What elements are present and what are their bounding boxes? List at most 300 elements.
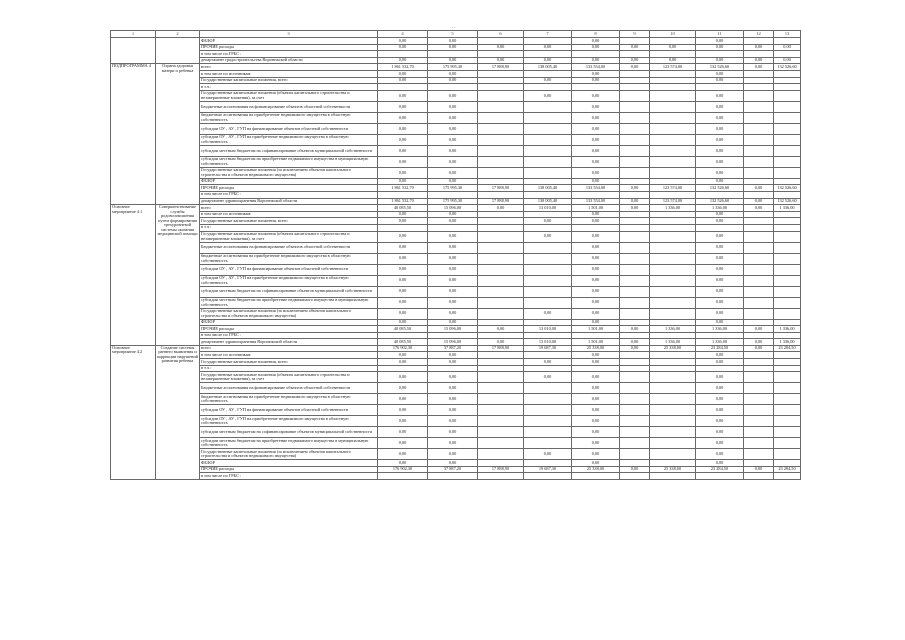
amount-cell bbox=[650, 449, 696, 460]
amount-cell bbox=[774, 218, 801, 225]
amount-cell bbox=[478, 438, 524, 449]
amount-cell: 0,00 bbox=[428, 264, 478, 275]
amount-cell: 0,00 bbox=[696, 286, 744, 297]
funding-source-label: Бюджетные ассигнования на финансирование объектов областной собственности bbox=[200, 101, 378, 112]
amount-cell: 25 338,00 bbox=[650, 466, 696, 473]
amount-cell: 0,00 bbox=[696, 242, 744, 253]
column-number-4: 4 bbox=[378, 31, 428, 38]
amount-cell bbox=[428, 365, 478, 372]
amount-cell bbox=[620, 70, 650, 77]
amount-cell bbox=[744, 211, 774, 218]
amount-cell bbox=[744, 167, 774, 178]
amount-cell bbox=[744, 101, 774, 112]
table-row bbox=[111, 339, 801, 346]
amount-cell: 0,00 bbox=[696, 438, 744, 449]
amount-cell bbox=[620, 191, 650, 198]
amount-cell bbox=[620, 231, 650, 242]
amount-cell bbox=[650, 460, 696, 467]
amount-cell: 0,00 bbox=[696, 308, 744, 319]
table-row bbox=[111, 352, 801, 359]
table-row bbox=[111, 473, 801, 480]
amount-cell bbox=[744, 112, 774, 123]
amount-cell bbox=[524, 211, 572, 218]
amount-cell: 0,00 bbox=[572, 145, 620, 156]
amount-cell bbox=[620, 211, 650, 218]
table-row bbox=[111, 70, 801, 77]
column-number-1: 1 bbox=[111, 31, 156, 38]
table-row bbox=[111, 297, 801, 308]
table-row bbox=[111, 405, 801, 416]
amount-cell bbox=[774, 145, 801, 156]
table-row bbox=[111, 90, 801, 101]
amount-cell bbox=[524, 167, 572, 178]
amount-cell bbox=[744, 77, 774, 84]
funding-source-label: Бюджетные ассигнования на финансирование объектов областной собственности bbox=[200, 383, 378, 394]
amount-cell bbox=[378, 473, 428, 480]
amount-cell: 0,00 bbox=[572, 449, 620, 460]
amount-cell: 123 574,00 bbox=[650, 185, 696, 192]
table-row bbox=[111, 231, 801, 242]
amount-cell bbox=[620, 460, 650, 467]
amount-cell: 0,00 bbox=[572, 253, 620, 264]
amount-cell bbox=[478, 84, 524, 91]
amount-cell bbox=[744, 427, 774, 438]
amount-cell: 0,00 bbox=[696, 460, 744, 467]
amount-cell: 0,00 bbox=[428, 211, 478, 218]
amount-cell bbox=[744, 438, 774, 449]
amount-cell bbox=[478, 242, 524, 253]
amount-cell: 0,00 bbox=[696, 253, 744, 264]
funding-source-label: в т.ч.: bbox=[200, 365, 378, 372]
amount-cell: 0,00 bbox=[378, 242, 428, 253]
funding-source-label: бюджетные ассигнования на приобретение недвижимого имущества в областную собственность bbox=[200, 112, 378, 123]
amount-cell bbox=[478, 231, 524, 242]
amount-cell: 0,00 bbox=[620, 44, 650, 51]
amount-cell: 0,00 bbox=[572, 416, 620, 427]
column-number-11: 11 bbox=[696, 31, 744, 38]
amount-cell bbox=[524, 383, 572, 394]
amount-cell: 0,00 bbox=[428, 57, 478, 64]
amount-cell bbox=[744, 359, 774, 366]
funding-source-label: в том числе по ГРБС : bbox=[200, 51, 378, 58]
amount-cell bbox=[478, 427, 524, 438]
amount-cell bbox=[744, 473, 774, 480]
funding-source-label: всего bbox=[200, 64, 378, 71]
amount-cell bbox=[774, 359, 801, 366]
amount-cell bbox=[620, 112, 650, 123]
amount-cell: 0,00 bbox=[696, 145, 744, 156]
amount-cell bbox=[478, 332, 524, 339]
amount-cell: 0,00 bbox=[478, 205, 524, 212]
funding-source-label: департамент здравоохранения Воронежской области bbox=[200, 198, 378, 205]
amount-cell bbox=[524, 332, 572, 339]
table-row bbox=[111, 156, 801, 167]
amount-cell bbox=[478, 224, 524, 231]
table-row bbox=[111, 167, 801, 178]
table-row bbox=[111, 84, 801, 91]
funding-source-label: ПРОЧИЕ расходы bbox=[200, 326, 378, 333]
amount-cell: 0,00 bbox=[378, 460, 428, 467]
amount-cell: 0,00 bbox=[572, 178, 620, 185]
amount-cell bbox=[478, 134, 524, 145]
amount-cell: 0,00 bbox=[696, 112, 744, 123]
amount-cell: 0,00 bbox=[378, 70, 428, 77]
amount-cell bbox=[744, 264, 774, 275]
table-row bbox=[111, 178, 801, 185]
amount-cell bbox=[478, 394, 524, 405]
amount-cell bbox=[744, 365, 774, 372]
amount-cell: 0,00 bbox=[428, 319, 478, 326]
amount-cell: 133 554,00 bbox=[572, 64, 620, 71]
amount-cell bbox=[696, 51, 744, 58]
amount-cell: 0,00 bbox=[378, 427, 428, 438]
amount-cell bbox=[650, 372, 696, 383]
amount-cell: 0,00 bbox=[428, 101, 478, 112]
amount-cell bbox=[478, 473, 524, 480]
amount-cell: 0,00 bbox=[524, 372, 572, 383]
amount-cell: 0,00 bbox=[572, 77, 620, 84]
amount-cell: 0,00 bbox=[696, 123, 744, 134]
amount-cell bbox=[650, 332, 696, 339]
amount-cell: 0,00 bbox=[572, 57, 620, 64]
column-number-8: 8 bbox=[572, 31, 620, 38]
amount-cell: 0,00 bbox=[572, 44, 620, 51]
amount-cell bbox=[650, 112, 696, 123]
amount-cell: 0,00 bbox=[378, 438, 428, 449]
amount-cell: 0,00 bbox=[378, 112, 428, 123]
amount-cell: 0,00 bbox=[572, 372, 620, 383]
amount-cell bbox=[650, 405, 696, 416]
amount-cell bbox=[428, 191, 478, 198]
funding-source-label: Государственные капитальные вложения (объекты капитального строительства и незавершенные вложения), за счет bbox=[200, 372, 378, 383]
amount-cell bbox=[696, 191, 744, 198]
amount-cell bbox=[524, 134, 572, 145]
amount-cell: 13 010,00 bbox=[524, 326, 572, 333]
amount-cell bbox=[744, 38, 774, 45]
amount-cell: 0,00 bbox=[428, 242, 478, 253]
amount-cell bbox=[774, 167, 801, 178]
amount-cell: 0,00 bbox=[428, 44, 478, 51]
amount-cell: 0,00 bbox=[572, 394, 620, 405]
amount-cell bbox=[650, 101, 696, 112]
amount-cell bbox=[744, 352, 774, 359]
amount-cell bbox=[696, 224, 744, 231]
amount-cell bbox=[572, 332, 620, 339]
amount-cell bbox=[620, 359, 650, 366]
amount-cell: 176 902,30 bbox=[378, 466, 428, 473]
column-number-7: 7 bbox=[524, 31, 572, 38]
amount-cell: 0,00 bbox=[428, 70, 478, 77]
funding-source-label: субсидии местным бюджетам на приобретение недвижимого имущества в муниципальную собственность bbox=[200, 156, 378, 167]
amount-cell: 0,00 bbox=[428, 383, 478, 394]
amount-cell bbox=[478, 211, 524, 218]
amount-cell bbox=[774, 84, 801, 91]
amount-cell: 175 995,30 bbox=[428, 198, 478, 205]
amount-cell: 0,00 bbox=[428, 77, 478, 84]
amount-cell bbox=[620, 332, 650, 339]
amount-cell: 0,00 bbox=[572, 352, 620, 359]
amount-cell bbox=[650, 167, 696, 178]
funding-source-label: бюджетные ассигнования на приобретение недвижимого имущества в областную собственность bbox=[200, 394, 378, 405]
amount-cell bbox=[774, 416, 801, 427]
amount-cell bbox=[774, 372, 801, 383]
amount-cell bbox=[774, 77, 801, 84]
amount-cell bbox=[744, 218, 774, 225]
amount-cell bbox=[650, 264, 696, 275]
amount-cell bbox=[774, 427, 801, 438]
amount-cell bbox=[620, 90, 650, 101]
amount-cell: 0,00 bbox=[620, 205, 650, 212]
amount-cell bbox=[744, 224, 774, 231]
amount-cell bbox=[744, 394, 774, 405]
amount-cell: 0,00 bbox=[696, 156, 744, 167]
amount-cell: 0,00 bbox=[428, 416, 478, 427]
amount-cell: 0,00 bbox=[378, 275, 428, 286]
amount-cell: 0,00 bbox=[428, 286, 478, 297]
amount-cell bbox=[620, 473, 650, 480]
funding-source-label: ПРОЧИЕ расходы bbox=[200, 466, 378, 473]
funding-source-label: в том числе по источникам: bbox=[200, 70, 378, 77]
amount-cell bbox=[774, 460, 801, 467]
amount-cell bbox=[524, 319, 572, 326]
amount-cell bbox=[620, 84, 650, 91]
amount-cell bbox=[378, 365, 428, 372]
amount-cell bbox=[620, 224, 650, 231]
amount-cell: 0,00 bbox=[428, 394, 478, 405]
amount-cell: 176 902,30 bbox=[378, 345, 428, 352]
amount-cell: 132 526,60 bbox=[774, 64, 801, 71]
amount-cell: 0,00 bbox=[620, 339, 650, 346]
amount-cell: 0,00 bbox=[378, 308, 428, 319]
table-row bbox=[111, 198, 801, 205]
amount-cell bbox=[478, 297, 524, 308]
amount-cell: 0,00 bbox=[696, 372, 744, 383]
amount-cell: 0,00 bbox=[428, 156, 478, 167]
amount-cell: 0,00 bbox=[572, 38, 620, 45]
amount-cell: 0,00 bbox=[428, 405, 478, 416]
amount-cell: 0,00 bbox=[572, 101, 620, 112]
table-row bbox=[111, 394, 801, 405]
amount-cell bbox=[620, 77, 650, 84]
table-row bbox=[111, 145, 801, 156]
amount-cell: 0,00 bbox=[572, 383, 620, 394]
funding-source-label: всего bbox=[200, 345, 378, 352]
amount-cell: 0,00 bbox=[478, 44, 524, 51]
amount-cell bbox=[744, 51, 774, 58]
amount-cell: 0,00 bbox=[696, 394, 744, 405]
amount-cell bbox=[524, 101, 572, 112]
amount-cell: 0,00 bbox=[696, 231, 744, 242]
amount-cell bbox=[774, 275, 801, 286]
amount-cell: 0,00 bbox=[428, 134, 478, 145]
amount-cell: 0,00 bbox=[696, 134, 744, 145]
amount-cell: 0,00 bbox=[378, 44, 428, 51]
amount-cell: 37 887,20 bbox=[428, 466, 478, 473]
funding-source-label: департамент здравоохранения Воронежской области bbox=[200, 339, 378, 346]
amount-cell bbox=[774, 231, 801, 242]
amount-cell: 1 336,00 bbox=[774, 339, 801, 346]
funding-source-label: Государственные капитальные вложения, всего bbox=[200, 77, 378, 84]
amount-cell: 0,00 bbox=[524, 231, 572, 242]
amount-cell: 0,00 bbox=[572, 286, 620, 297]
page-mark: .. bbox=[452, 24, 455, 30]
funding-source-label: в том числе по источникам: bbox=[200, 352, 378, 359]
amount-cell bbox=[620, 394, 650, 405]
amount-cell bbox=[650, 51, 696, 58]
amount-cell bbox=[650, 297, 696, 308]
amount-cell bbox=[524, 191, 572, 198]
amount-cell bbox=[478, 101, 524, 112]
amount-cell: 0,00 bbox=[524, 359, 572, 366]
amount-cell: 0,00 bbox=[378, 319, 428, 326]
amount-cell: 1 861 532,70 bbox=[378, 198, 428, 205]
amount-cell bbox=[744, 178, 774, 185]
amount-cell: 13 010,00 bbox=[524, 205, 572, 212]
amount-cell bbox=[650, 253, 696, 264]
amount-cell bbox=[524, 51, 572, 58]
amount-cell: 133 554,00 bbox=[572, 198, 620, 205]
amount-cell: 1 336,00 bbox=[774, 205, 801, 212]
amount-cell: 1 336,00 bbox=[696, 205, 744, 212]
table-row bbox=[111, 101, 801, 112]
amount-cell bbox=[744, 372, 774, 383]
table-row bbox=[111, 191, 801, 198]
table-row bbox=[111, 51, 801, 58]
amount-cell bbox=[620, 123, 650, 134]
amount-cell: 15 096,00 bbox=[428, 326, 478, 333]
amount-cell bbox=[744, 134, 774, 145]
amount-cell bbox=[774, 405, 801, 416]
amount-cell bbox=[620, 365, 650, 372]
amount-cell: 0,00 bbox=[378, 383, 428, 394]
amount-cell bbox=[524, 286, 572, 297]
amount-cell bbox=[774, 38, 801, 45]
table-row bbox=[111, 365, 801, 372]
amount-cell: 1 861 532,70 bbox=[378, 64, 428, 71]
table-row bbox=[111, 264, 801, 275]
amount-cell: 0,00 bbox=[744, 339, 774, 346]
amount-cell: 0,00 bbox=[378, 145, 428, 156]
amount-cell bbox=[620, 427, 650, 438]
amount-cell: 1 336,00 bbox=[650, 205, 696, 212]
funding-source-label: в том числе по источникам: bbox=[200, 211, 378, 218]
table-row bbox=[111, 44, 801, 51]
amount-cell: 0,00 bbox=[524, 308, 572, 319]
amount-cell: 0,00 bbox=[572, 231, 620, 242]
amount-cell bbox=[774, 134, 801, 145]
amount-cell bbox=[524, 352, 572, 359]
amount-cell bbox=[478, 38, 524, 45]
amount-cell bbox=[774, 101, 801, 112]
amount-cell: 132 526,60 bbox=[774, 198, 801, 205]
amount-cell: 0,00 bbox=[378, 101, 428, 112]
amount-cell bbox=[650, 473, 696, 480]
amount-cell: 0,00 bbox=[524, 77, 572, 84]
amount-cell bbox=[774, 352, 801, 359]
column-number-6: 6 bbox=[478, 31, 524, 38]
amount-cell bbox=[650, 438, 696, 449]
amount-cell bbox=[744, 416, 774, 427]
amount-cell: 0,00 bbox=[378, 57, 428, 64]
amount-cell: 132 526,60 bbox=[696, 64, 744, 71]
amount-cell bbox=[650, 84, 696, 91]
amount-cell: 0,00 bbox=[696, 297, 744, 308]
amount-cell: 133 554,00 bbox=[572, 185, 620, 192]
amount-cell: 0,00 bbox=[650, 57, 696, 64]
amount-cell bbox=[650, 427, 696, 438]
amount-cell: 0,00 bbox=[744, 185, 774, 192]
amount-cell: 0,00 bbox=[572, 134, 620, 145]
table-row bbox=[111, 38, 801, 45]
amount-cell bbox=[524, 473, 572, 480]
amount-cell: 0,00 bbox=[428, 359, 478, 366]
table-row bbox=[111, 372, 801, 383]
amount-cell: 0,00 bbox=[696, 427, 744, 438]
amount-cell bbox=[478, 383, 524, 394]
funding-source-label: субсидии ОУ , АУ , ГУП на приобретение недвижимого имущества в областную собственность bbox=[200, 134, 378, 145]
amount-cell bbox=[428, 84, 478, 91]
amount-cell: 0,00 bbox=[572, 218, 620, 225]
amount-cell: 0,00 bbox=[428, 297, 478, 308]
amount-cell: 0,00 bbox=[744, 198, 774, 205]
amount-cell bbox=[478, 405, 524, 416]
amount-cell: 0,00 bbox=[378, 286, 428, 297]
amount-cell bbox=[572, 51, 620, 58]
amount-cell: 0,00 bbox=[696, 275, 744, 286]
amount-cell: 25 338,00 bbox=[650, 345, 696, 352]
amount-cell bbox=[620, 145, 650, 156]
amount-cell bbox=[478, 286, 524, 297]
program-target-cell: Создание системы раннего выявления и коррекции нарушений развития ребенка bbox=[156, 345, 200, 479]
amount-cell: 0,00 bbox=[696, 167, 744, 178]
amount-cell bbox=[478, 90, 524, 101]
amount-cell bbox=[478, 123, 524, 134]
amount-cell bbox=[620, 38, 650, 45]
amount-cell bbox=[774, 156, 801, 167]
amount-cell bbox=[650, 286, 696, 297]
amount-cell bbox=[428, 224, 478, 231]
amount-cell bbox=[478, 112, 524, 123]
table-row bbox=[111, 319, 801, 326]
amount-cell: 0,00 bbox=[774, 44, 801, 51]
amount-cell bbox=[524, 70, 572, 77]
funding-source-label: ФБ/ЮР bbox=[200, 38, 378, 45]
program-target-cell bbox=[156, 38, 200, 64]
amount-cell: 0,00 bbox=[572, 264, 620, 275]
amount-cell: 0,00 bbox=[696, 359, 744, 366]
funding-source-label: Государственные капитальные вложения, всего bbox=[200, 359, 378, 366]
amount-cell: 0,00 bbox=[696, 57, 744, 64]
amount-cell: 0,00 bbox=[524, 218, 572, 225]
amount-cell: 0,00 bbox=[696, 383, 744, 394]
amount-cell: 0,00 bbox=[744, 44, 774, 51]
column-number-3: 3 bbox=[200, 31, 378, 38]
amount-cell bbox=[650, 352, 696, 359]
amount-cell: 0,00 bbox=[572, 156, 620, 167]
amount-cell: 138 005,40 bbox=[524, 185, 572, 192]
amount-cell: 40 085,50 bbox=[378, 326, 428, 333]
amount-cell: 0,00 bbox=[478, 57, 524, 64]
funding-source-label: субсидии местным бюджетам на софинансирование объектов муниципальной собственности bbox=[200, 145, 378, 156]
amount-cell: 0,00 bbox=[428, 38, 478, 45]
amount-cell bbox=[524, 405, 572, 416]
amount-cell bbox=[650, 242, 696, 253]
amount-cell: 1 336,00 bbox=[650, 326, 696, 333]
amount-cell: 23 284,50 bbox=[774, 466, 801, 473]
amount-cell: 0,00 bbox=[620, 466, 650, 473]
amount-cell bbox=[524, 178, 572, 185]
amount-cell bbox=[620, 242, 650, 253]
